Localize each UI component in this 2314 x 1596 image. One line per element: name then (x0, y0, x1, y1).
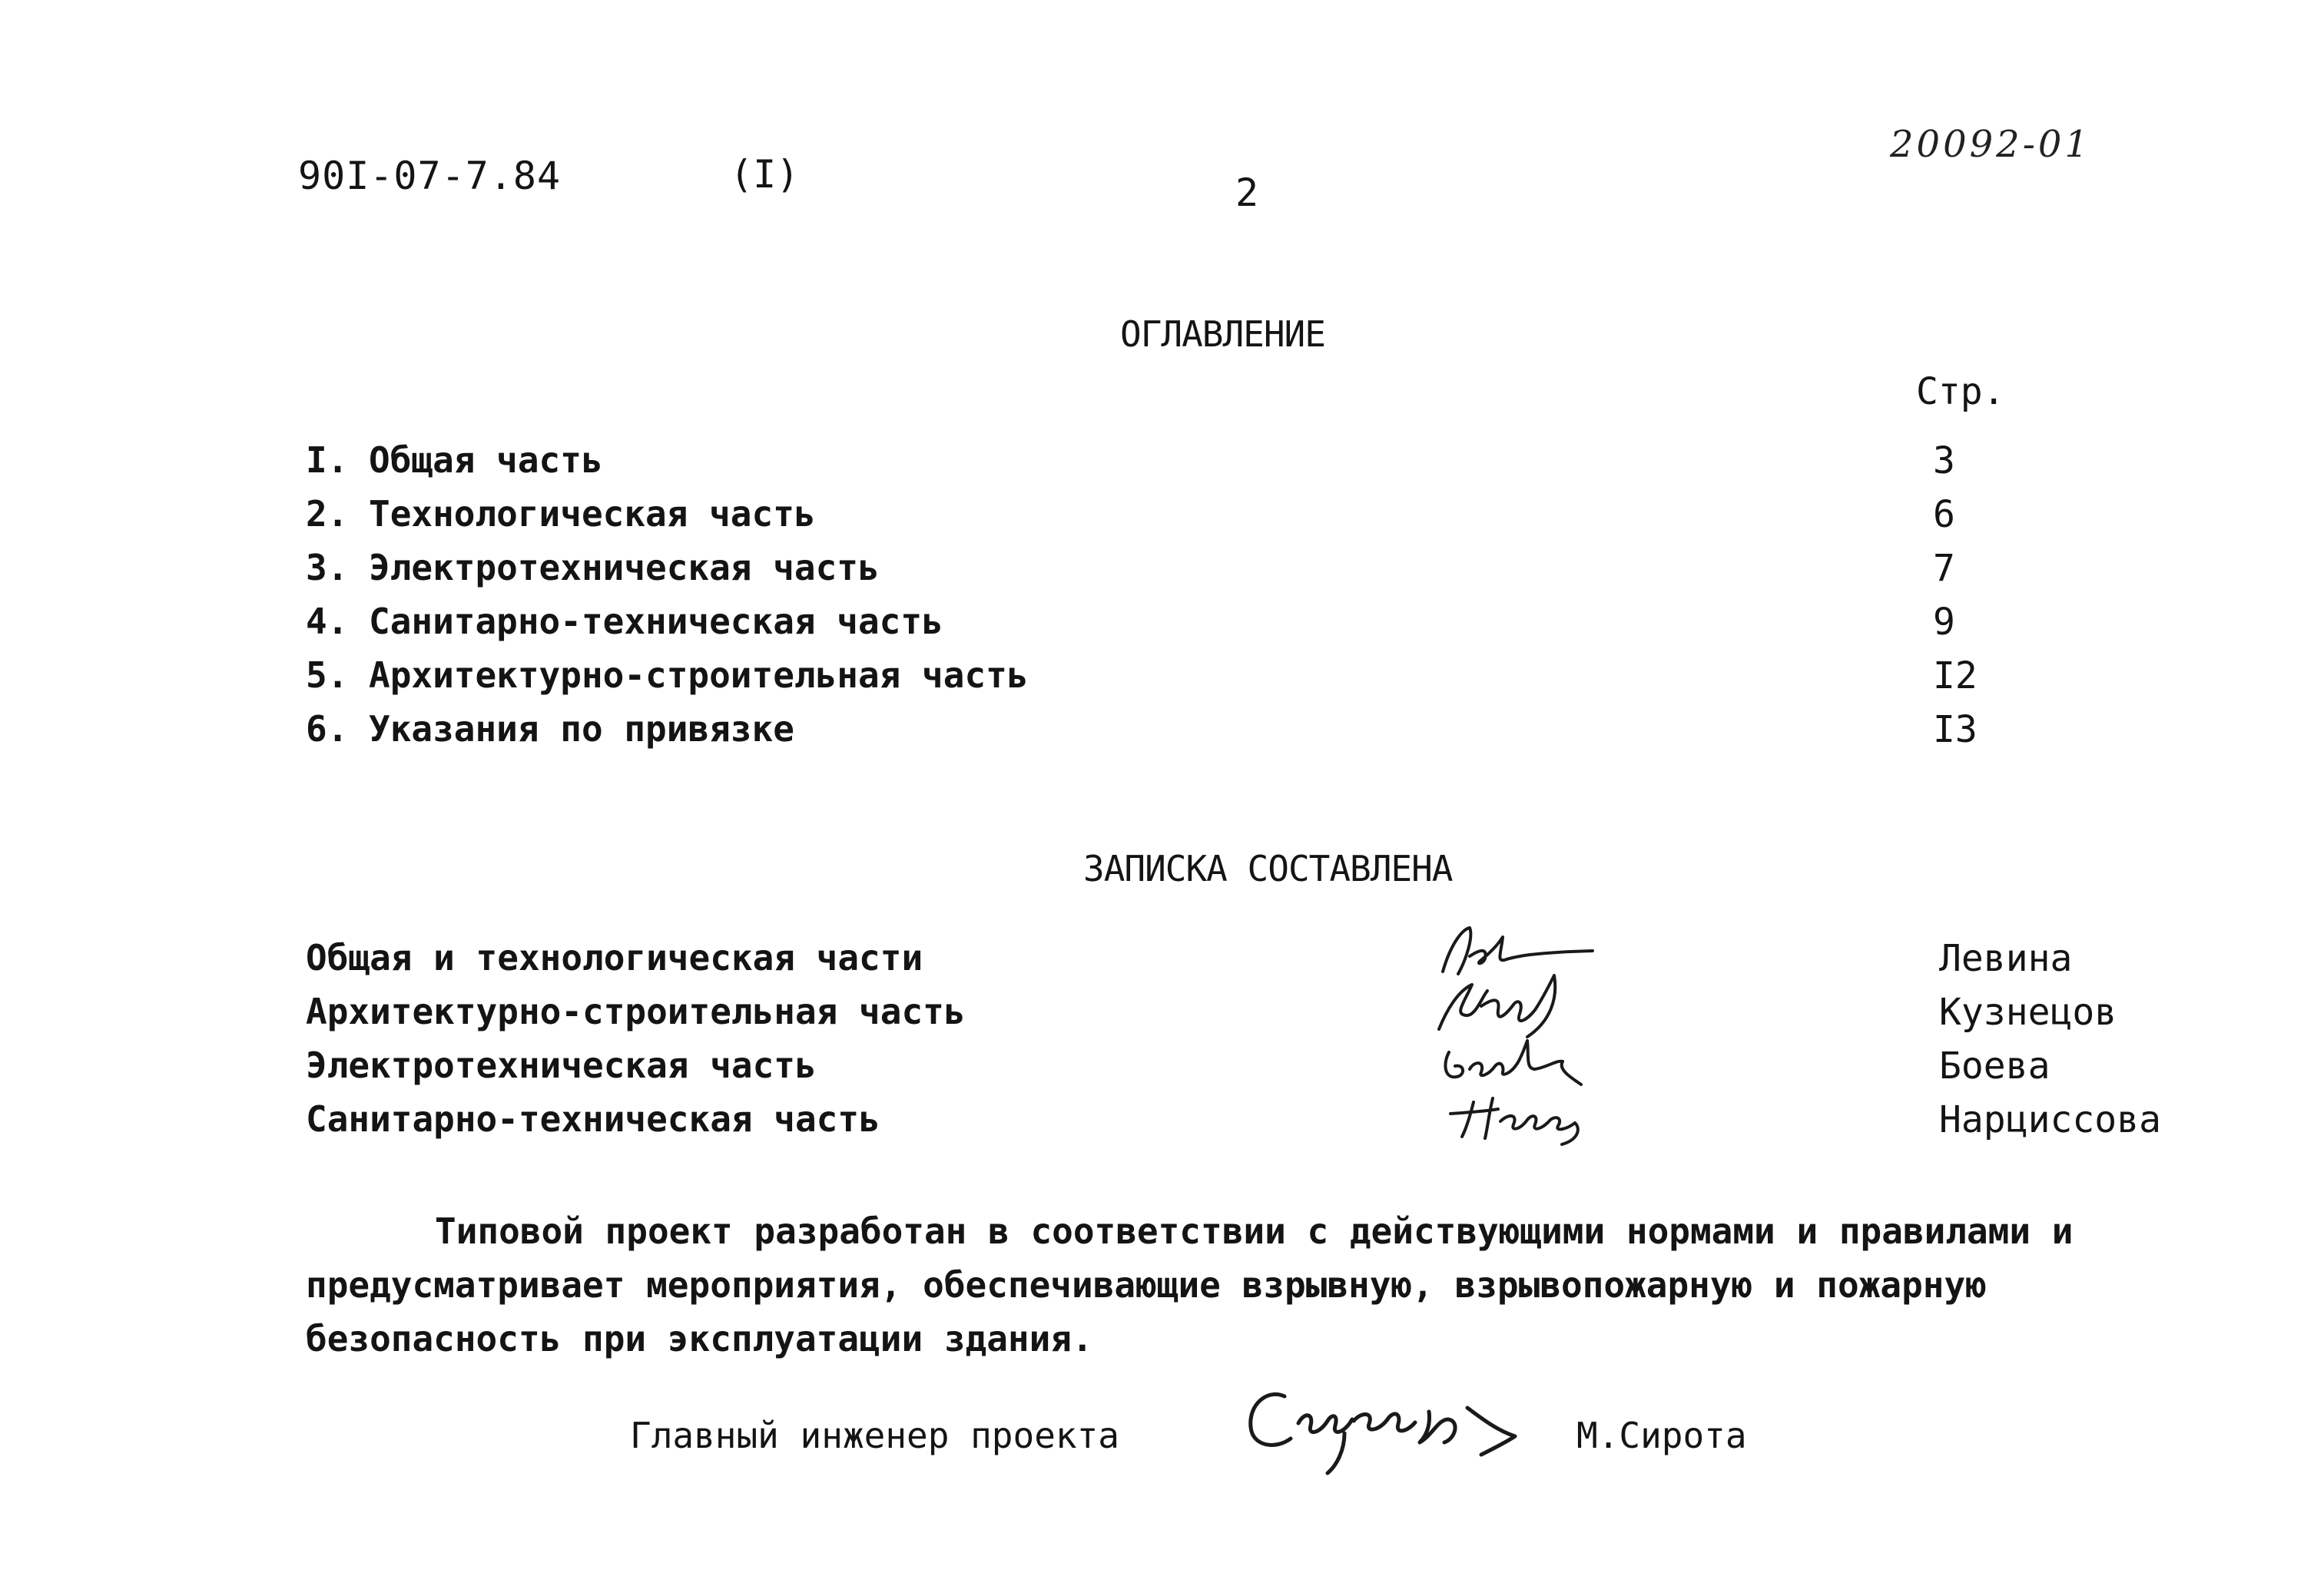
toc-item-page: 6 (1933, 493, 1955, 536)
archive-number: 20092-01 (1890, 123, 2091, 166)
toc-item-page: I2 (1933, 654, 1978, 697)
compiled-by-title: ЗАПИСКА СОСТАВЛЕНА (1083, 848, 1453, 889)
toc-item (306, 547, 1996, 601)
compilers-list (306, 937, 2188, 1152)
toc-title: ОГЛАВЛЕНИЕ (1120, 313, 1325, 355)
toc-item-number: I. (306, 439, 349, 481)
chief-engineer-role: Главный инженер проекта (630, 1415, 1119, 1456)
page-number: 2 (1235, 171, 1259, 215)
toc-item-label: Технологическая часть (369, 493, 816, 535)
compiler-name: Левина (1939, 937, 2073, 980)
toc-item (306, 601, 1996, 654)
project-statement: Типовой проект разработан в соответствии с действующими нормами и правилами и предусматривает мероприятия, обеспечивающие взрывную, взрывопожарную и пожарную безопасность при эксплуатации здания. (306, 1210, 2074, 1359)
toc-item-page: I3 (1933, 708, 1978, 751)
toc-item-number: 4. (306, 601, 349, 642)
toc-item-page: 9 (1933, 601, 1955, 644)
toc-list (306, 439, 1996, 762)
compiler-row (306, 937, 2188, 991)
compiler-name: Нарциссова (1939, 1098, 2161, 1141)
toc-item (306, 708, 1996, 762)
toc-item-page: 3 (1933, 439, 1955, 482)
compiler-section: Санитарно-техническая часть (306, 1098, 880, 1140)
signature-nartsissova (1427, 1075, 1627, 1152)
compiler-section: Общая и технологическая части (306, 937, 923, 978)
toc-item-label: Архитектурно-строительная часть (369, 654, 1029, 696)
document-part: (I) (730, 152, 800, 197)
toc-item (306, 654, 1996, 708)
compiler-name: Кузнецов (1939, 991, 2117, 1034)
signature-sirota (1237, 1366, 1537, 1481)
compiler-section: Электротехническая часть (306, 1045, 817, 1086)
compiler-row (306, 991, 2188, 1045)
toc-item-number: 3. (306, 547, 349, 588)
compiler-row (306, 1098, 2188, 1152)
toc-item-number: 6. (306, 708, 349, 750)
toc-item-number: 2. (306, 493, 349, 535)
toc-page-header: Стр. (1916, 370, 2005, 413)
compiler-row (306, 1045, 2188, 1098)
compiler-section: Архитектурно-строительная часть (306, 991, 966, 1032)
toc-item-number: 5. (306, 654, 349, 696)
toc-item (306, 493, 1996, 547)
chief-engineer-name: М.Сирота (1576, 1415, 1747, 1456)
toc-item-page: 7 (1933, 547, 1955, 590)
toc-item-label: Электротехническая часть (369, 547, 880, 588)
toc-item-label: Санитарно-техническая часть (369, 601, 943, 642)
document-code: 90I-07-7.84 (298, 154, 562, 198)
toc-item-label: Указания по привязке (369, 708, 794, 750)
toc-item (306, 439, 1996, 493)
compiler-name: Боева (1939, 1045, 2050, 1088)
toc-item-label: Общая часть (369, 439, 603, 481)
